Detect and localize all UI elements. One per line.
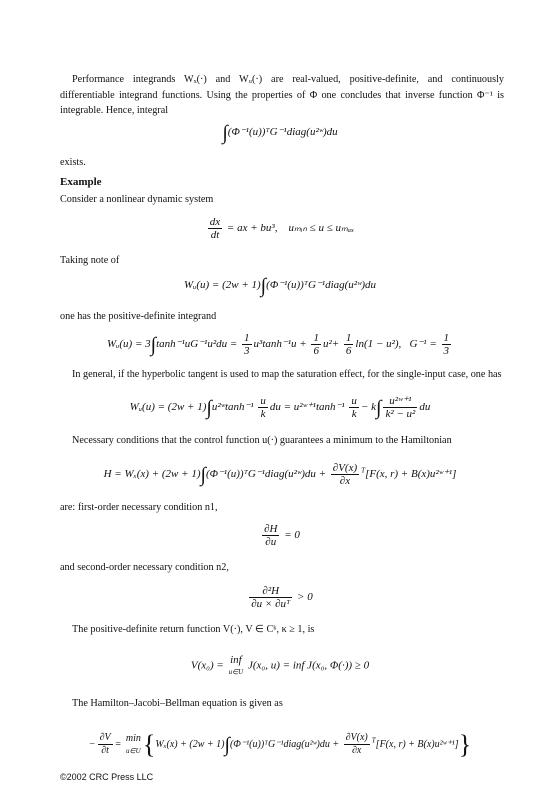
fraction-u2w-over-k2: $\frac{\text{u²ʷ⁺¹}}{\text{k² − u²}}$ [385,395,416,420]
example-heading: Example [60,176,102,188]
integral-sign: ∫ [222,122,228,144]
inf-subscript: inf u∈U [228,654,244,676]
fraction-dvdx-hjb: $\frac{\partial V(x)}{\partial x}$ [345,732,368,757]
paragraph-consider: Consider a nonlinear dynamic system [60,194,214,205]
paragraph-taking-note: Taking note of [60,255,120,266]
equation-return: V(x₀) = inf u∈U J(x₀, u) = inf J(x₀, Φ(·)) ≥ 0 [190,654,370,676]
right-brace: } [458,730,472,759]
fraction-d2h: $\frac{\text{∂²H}}{\text{∂u × ∂uᵀ}}$ [251,585,291,610]
integral-sign: ∫ [375,397,382,420]
fraction-dvdx: $\frac{\partial V(x)}{\partial x}$ [332,462,358,487]
equation-general-tanh: Wᵤ(u) = (2w + 1)∫u²ʷtanh⁻¹ $\frac{u}{k}$ du = u²ʷ⁺¹tanh⁻¹ $\frac{u}{k}$ − k∫ $\frac{\text{u²ʷ⁺¹}}{\text{k² − u²}}$ du [129,395,431,420]
integral-sign: ∫ [150,334,157,357]
fraction-dhdu: $\frac{\partial H}{\partial u}$ [264,523,278,548]
paragraph-necessary: Necessary conditions that the control function u(·) guarantees a minimum to the Hamiltonian [72,435,452,446]
integral-sign: ∫ [206,397,212,420]
equation-wu-definition: Wᵤ(u) = (2w + 1)∫(Φ⁻¹(u))ᵀG⁻¹diag(u²ʷ)du [183,275,377,297]
paragraph-positive-definite: one has the positive-definite integrand [60,311,217,322]
fraction-one-third-g: $\frac{1}{3}$ [443,332,450,357]
integral-sign: ∫ [260,275,267,297]
paragraph-second-order: and second-order necessary condition n2, [60,562,229,573]
left-brace: { [142,730,156,759]
equation-second-order: $\frac{\text{∂²H}}{\text{∂u × ∂uᵀ}}$ > 0 [251,585,313,610]
integral-sign: ∫ [224,734,230,756]
equation-hjb: − $\frac{\partial V}{\partial t}$ = min u∈U {Wₓ(x) + (2w + 1)∫(Φ⁻¹(u))ᵀG⁻¹diag(u²ʷ)du + $\frac{\partial V(x)}{\partial x}$ $^T$[F(x, r) + B(x)u²ʷ⁺¹]} [88,730,472,759]
equation-system [40,216,520,241]
equation-hamiltonian: H = Wₓ(x) + (2w + 1)∫(Φ⁻¹(u))ᵀG⁻¹diag(u²ʷ)du + $\frac{\partial V(x)}{\partial x}$ $^T$[F(x, r) + B(x)u²ʷ⁺¹] [103,462,457,487]
fraction-u-over-k: $\frac{u}{k}$ [260,395,266,420]
paragraph-return-function: The positive-definite return function V(·), V ∈ Cᵏ, κ ≥ 1, is [72,624,315,635]
min-subscript: min u∈U [125,732,141,755]
paragraph-hjb: The Hamilton–Jacobi–Bellman equation is given as [72,698,283,709]
fraction-one-sixth-b: $\frac{1}{6}$ [345,332,352,357]
eq-system-rhs: = ax + bu³, [226,222,278,235]
equation-integral [40,122,520,145]
fraction-one-third: $\frac{1}{3}$ [244,332,250,357]
eq-integral-body: (Φ⁻¹(u))ᵀG⁻¹diag(u²ʷ)du [227,126,338,138]
fraction-u-over-k-2: $\frac{u}{k}$ [351,395,357,420]
eq-system-bounds: uₘᵢₙ ≤ u ≤ uₘₐₓ [288,222,355,235]
paragraph-exists: exists. [60,157,86,168]
copyright-footer: ©2002 CRC Press LLC [60,772,154,782]
integral-sign: ∫ [200,464,206,487]
paragraph-integrands: Performance integrands Wₓ(·) and Wᵤ(·) are real-valued, positive-definite, and continuously differentiable integrand functions. Using the properties of Φ one concludes that inverse function Φ⁻¹ is integrable. Hence, integral [60,74,504,116]
fraction-dvdt: $\frac{\partial V}{\partial t}$ [99,732,111,757]
fraction-dxdt: $\frac{dx}{dt}$ [209,216,221,241]
paragraph-first-order: are: first-order necessary condition n1, [60,502,218,513]
equation-tanh-integrand: Wᵤ(u) = 3∫tanh⁻¹uG⁻¹u²du = $\frac{1}{3}$ u³tanh⁻¹u + $\frac{1}{6}$ u²+ $\frac{1}{6}$ ln(1 − u²), G⁻¹ = $\frac{1}{3}$ [106,332,450,357]
fraction-one-sixth-a: $\frac{1}{6}$ [313,332,319,357]
paragraph-hyperbolic: In general, if the hyperbolic tangent is used to map the saturation effect, for the single-input case, one has [72,369,502,380]
equation-first-order: $\frac{\partial H}{\partial u}$ = 0 [264,523,300,548]
